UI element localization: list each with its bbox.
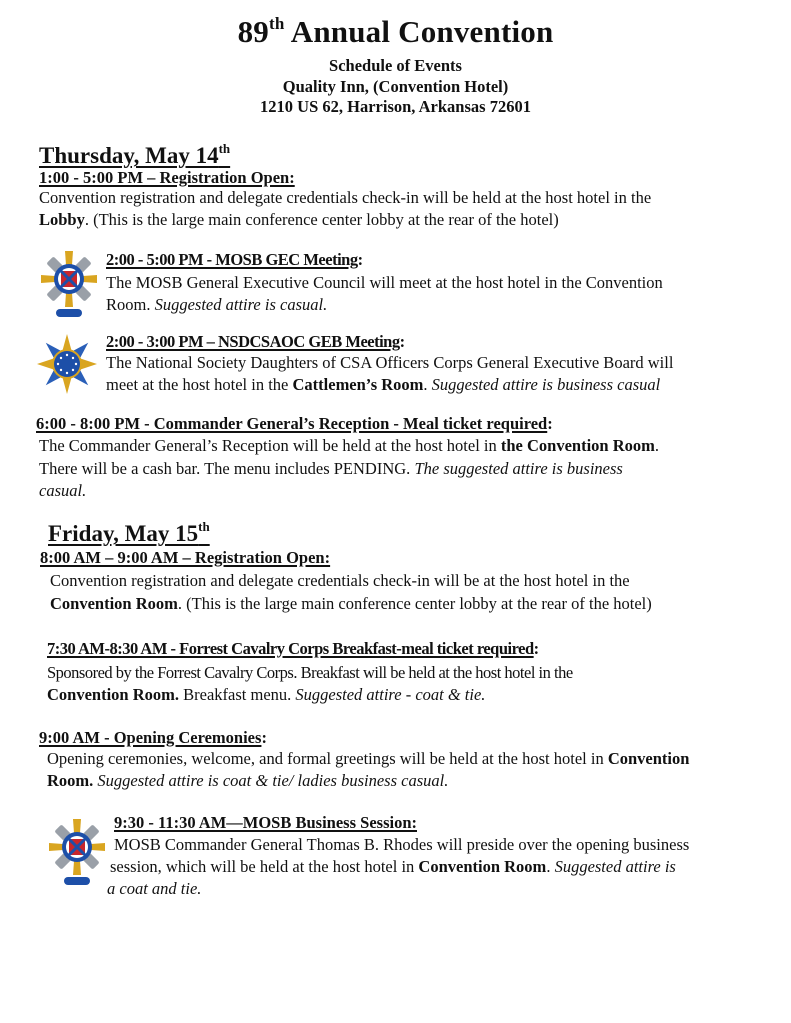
location-name: Lobby <box>39 210 85 229</box>
description-text: Opening ceremonies, welcome, and formal greetings will be held at the host hotel in <box>47 749 608 768</box>
event-description <box>47 684 485 706</box>
event-heading: 1:00 - 5:00 PM – Registration Open: <box>39 168 295 187</box>
mosb-emblem-icon <box>36 249 102 315</box>
event-description: The MOSB General Executive Council will meet at the host hotel in the Convention <box>106 273 663 292</box>
heading-text: 2:00 - 3:00 PM – NSDCSAOC GEB Meeting <box>106 332 400 351</box>
address: 1210 US 62, Harrison, Arkansas 72601 <box>260 97 531 116</box>
description-text: meet at the host hotel in the <box>106 375 293 394</box>
title-text: Annual Convention <box>284 14 554 49</box>
location-name: Convention Room <box>418 857 547 876</box>
event-description <box>110 856 676 878</box>
event-description <box>50 593 652 615</box>
event-description <box>39 435 659 457</box>
description-text: Breakfast menu. <box>179 685 296 704</box>
event-heading <box>47 639 539 659</box>
description-text: . <box>423 375 432 394</box>
title-number: 89 <box>237 14 269 49</box>
location-name: Room. <box>47 771 94 790</box>
mosb-emblem-icon <box>44 817 110 883</box>
title-ordinal: th <box>268 14 285 33</box>
description-text: . (This is the large main conference center lobby at the rear of the hotel) <box>84 210 559 229</box>
attire-note: Suggested attire - coat & tie. <box>295 685 486 704</box>
description-text: There will be a cash bar. The menu includes PENDING. <box>39 459 415 478</box>
event-description <box>39 458 623 480</box>
event-description <box>106 294 327 316</box>
event-heading <box>36 414 553 434</box>
day-label: Thursday, May 14 <box>39 143 219 168</box>
nsdcsaoc-star-emblem-icon <box>34 333 100 399</box>
day-heading-friday <box>48 521 210 547</box>
heading-text: 9:00 AM - Opening Ceremonies <box>39 728 262 747</box>
day-ordinal: th <box>218 141 231 156</box>
day-heading-thursday <box>39 143 230 169</box>
location-name: Convention Room <box>50 594 178 613</box>
location-name: Cattlemen’s Room <box>292 375 424 394</box>
location-name: Convention <box>607 749 690 768</box>
description-text: The Commander General’s Reception will be held at the host hotel in <box>39 436 501 455</box>
venue: Quality Inn, (Convention Hotel) <box>282 77 509 96</box>
description-text: . (This is the large main conference center lobby at the rear of the hotel) <box>177 594 652 613</box>
day-ordinal: th <box>198 519 210 534</box>
event-heading: 8:00 AM – 9:00 AM – Registration Open: <box>40 548 331 567</box>
attire-note: Suggested attire is business casual <box>431 375 661 394</box>
heading-colon: : <box>547 414 553 433</box>
event-description <box>107 878 201 900</box>
event-description: Sponsored by the Forrest Cavalry Corps. Breakfast will be held at the host hotel in the <box>47 663 573 682</box>
description-text: . <box>546 857 555 876</box>
location-name: Convention Room. <box>47 685 180 704</box>
description-text: . <box>654 436 660 455</box>
event-heading <box>39 728 267 748</box>
event-description <box>106 374 660 396</box>
heading-colon: : <box>533 639 539 658</box>
subtitle: Schedule of Events <box>329 56 462 75</box>
event-description: The National Society Daughters of CSA Officers Corps General Executive Board will <box>106 353 674 372</box>
description-text: session, which will be held at the host hotel in <box>110 857 419 876</box>
heading-text: 7:30 AM-8:30 AM - Forrest Cavalry Corps Breakfast-meal ticket required <box>47 639 534 658</box>
event-description: Convention registration and delegate credentials check-in will be held at the host hotel in the <box>39 188 652 207</box>
event-description <box>39 209 559 231</box>
event-description: MOSB Commander General Thomas B. Rhodes will preside over the opening business <box>114 835 690 854</box>
heading-text: 6:00 - 8:00 PM - Commander General’s Reception - Meal ticket required <box>36 414 548 433</box>
attire-note: Suggested attire is coat & tie/ ladies business casual. <box>93 771 449 790</box>
heading-colon: : <box>399 332 405 351</box>
attire-note: Suggested attire is <box>554 857 676 876</box>
location-name: the Convention Room <box>500 436 655 455</box>
heading-colon: : <box>261 728 267 747</box>
attire-note: Suggested attire is casual. <box>154 295 328 314</box>
attire-note: a coat and tie. <box>107 879 202 898</box>
attire-note: casual. <box>39 481 87 500</box>
description-text: Room. <box>106 295 155 314</box>
heading-text: 2:00 - 5:00 PM - MOSB GEC Meeting <box>106 250 358 269</box>
event-description <box>39 480 86 502</box>
event-heading <box>106 250 363 270</box>
event-description <box>47 770 448 792</box>
day-label: Friday, May 15 <box>48 521 199 546</box>
event-heading <box>106 332 405 352</box>
event-description <box>47 748 689 770</box>
event-description: Convention registration and delegate credentials check-in will be at the host hotel in the <box>50 571 630 590</box>
page-title <box>0 14 791 50</box>
heading-colon: : <box>357 250 363 269</box>
event-heading: 9:30 - 11:30 AM—MOSB Business Session: <box>114 813 417 832</box>
attire-note: The suggested attire is business <box>414 459 623 478</box>
